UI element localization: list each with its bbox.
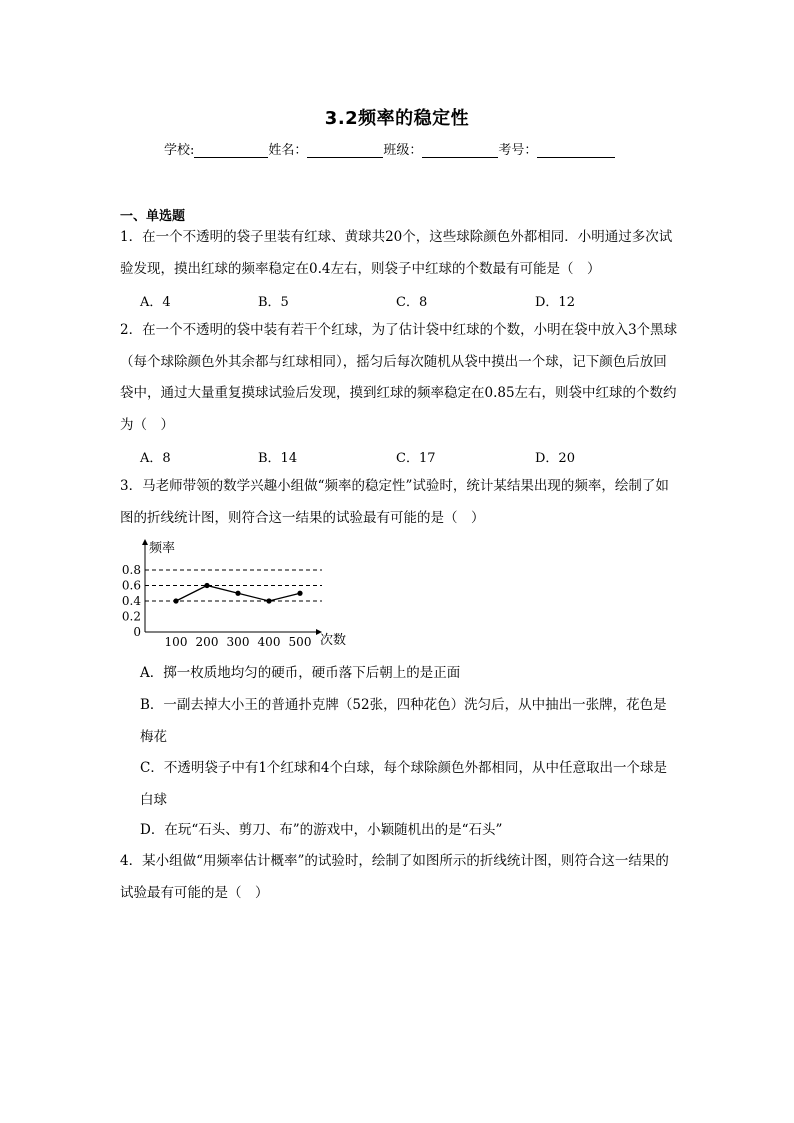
frequency-line-chart [114, 536, 354, 650]
data-point-2 [235, 591, 240, 596]
q3-option-c[interactable]: C．不透明袋子中有1个红球和4个白球，每个球除颜色外都相同，从中任意取出一个球是白球 [140, 760, 668, 808]
data-point-4 [297, 591, 302, 596]
q2-option-a[interactable]: A．8 [140, 451, 171, 466]
data-point-3 [266, 598, 271, 603]
x-tick-label-1: 200 [195, 635, 219, 649]
x-tick-label-3: 400 [257, 635, 281, 649]
school-blank[interactable] [194, 143, 268, 158]
class-blank[interactable] [422, 143, 498, 158]
q1-option-d[interactable]: D．12 [535, 295, 575, 310]
y-tick-label-2: 0.4 [121, 594, 141, 608]
q2-option-b[interactable]: B．14 [258, 451, 298, 466]
q1-option-a[interactable]: A．4 [140, 295, 171, 310]
question-2-text: 2．在一个不透明的袋中装有若干个红球，为了估计袋中红球的个数，小明在袋中放入3个黑球（每个球除颜色外其余都与红球相同），摇匀后每次随机从袋中摸出一个球，记下颜色后放回袋中，通过大量重复摸球试验后发现，摸到红球的频率稳定在0.85左右，则袋中红球的个数约为（ ） [120, 322, 678, 433]
exam-no-label: 考号： [498, 143, 538, 158]
q3-option-d[interactable]: D．在玩“石头、剪刀、布”的游戏中，小颖随机出的是“石头” [140, 822, 503, 838]
x-axis-label: 次数 [320, 633, 347, 648]
y-tick-label-4: 0.8 [121, 563, 141, 577]
name-blank[interactable] [307, 143, 383, 158]
school-label: 学校: [164, 143, 195, 158]
gridlines [145, 570, 322, 601]
class-label: 班级： [383, 143, 423, 158]
y-tick-label-0: 0 [133, 625, 141, 639]
x-tick-label-0: 100 [164, 635, 188, 649]
y-tick-label-1: 0.2 [121, 609, 141, 624]
data-point-1 [204, 583, 209, 588]
name-label: 姓名： [268, 143, 308, 158]
student-info-line [164, 139, 615, 158]
q3-option-a[interactable]: A．掷一枚质地均匀的硬币，硬币落下后朝上的是正面 [140, 665, 461, 681]
q3-option-b[interactable]: B．一副去掉大小王的普通扑克牌（52张，四种花色）洗匀后，从中抽出一张牌，花色是梅花 [140, 697, 667, 745]
q1-option-c[interactable]: C．8 [396, 295, 428, 310]
question-3-text: 3．马老师带领的数学兴趣小组做“频率的稳定性”试验时，统计某结果出现的频率，绘制了如图的折线统计图，则符合这一结果的试验最有可能的是（ ） [120, 478, 669, 526]
question-4-text: 4．某小组做“用频率估计概率”的试验时，绘制了如图所示的折线统计图，则符合这一结果的试验最有可能的是（ ） [120, 853, 669, 901]
page-title: 3.2频率的稳定性 [324, 108, 470, 129]
data-point-0 [173, 598, 178, 603]
q2-option-c[interactable]: C．17 [396, 451, 436, 466]
question-1-text: 1．在一个不透明的袋子里装有红球、黄球共20个，这些球除颜色外都相同．小明通过多次试验发现，摸出红球的频率稳定在0.4左右，则袋子中红球的个数最有可能是（ ） [120, 229, 673, 277]
section-heading: 一、单选题 [120, 209, 186, 224]
x-tick-labels [165, 635, 312, 649]
y-tick-label-3: 0.6 [121, 578, 141, 593]
x-tick-label-2: 300 [226, 635, 250, 649]
x-tick-label-4: 500 [288, 635, 312, 649]
q1-option-b[interactable]: B．5 [258, 295, 289, 310]
y-tick-labels [122, 563, 141, 639]
exam-no-blank[interactable] [537, 143, 615, 158]
q2-option-d[interactable]: D．20 [535, 451, 575, 466]
y-axis-label: 频率 [149, 541, 176, 556]
